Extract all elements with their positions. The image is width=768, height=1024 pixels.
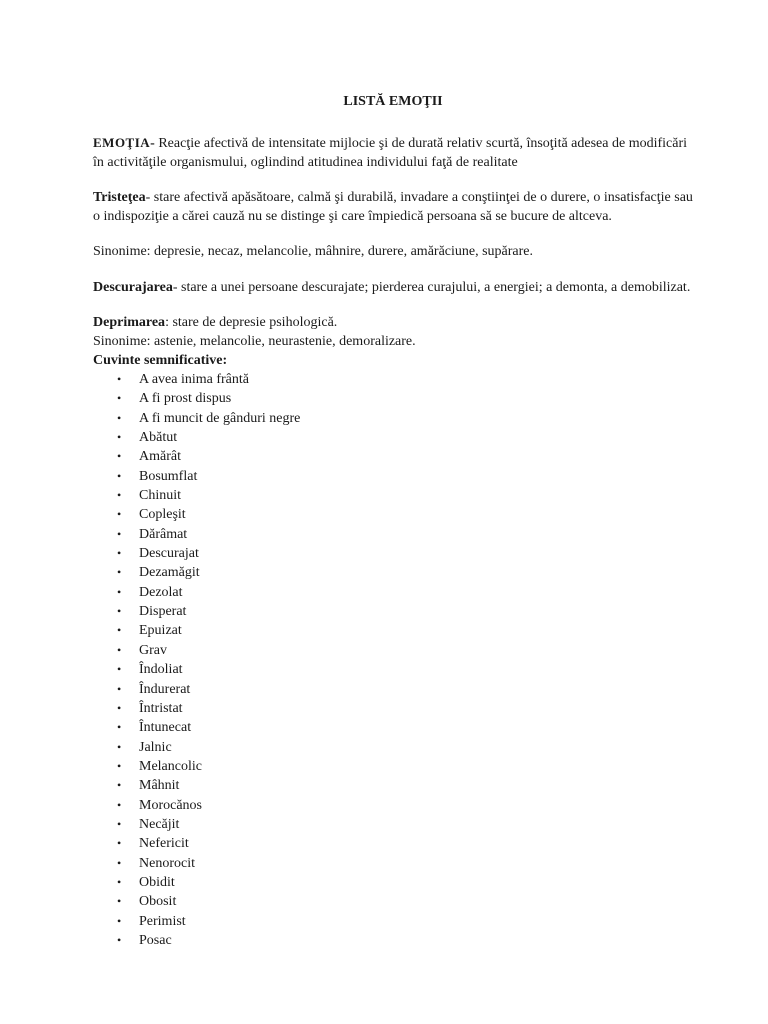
list-item (117, 738, 693, 757)
list-item (117, 873, 693, 892)
list-item-text: Abătut (139, 430, 178, 446)
term-emotia-dash: - (150, 136, 155, 151)
list-item-text: Melancolic (139, 758, 202, 774)
list-item (117, 796, 693, 815)
definition-descurajarea (93, 279, 693, 298)
list-item-text: Întunecat (139, 720, 192, 736)
document-page (93, 92, 693, 950)
bullet-icon: • (117, 913, 122, 928)
list-item-text: Chinuit (139, 488, 182, 504)
list-item-text: Bosumflat (139, 468, 198, 484)
list-item-text: Obidit (139, 874, 175, 890)
list-item-text: Morocănos (139, 797, 202, 813)
document-title: LISTĂ EMOŢII (343, 94, 443, 109)
list-item (117, 757, 693, 776)
list-item (117, 641, 693, 660)
bullet-icon: • (117, 507, 122, 522)
list-item-text: A fi prost dispus (139, 391, 232, 407)
definition-tristetea-text: - stare afectivă apăsătoare, calmă şi durabilă, invadare a conştiinţei de o durere, o insatisfacţie sau o indispoziţie a cărei cauză nu se distinge şi care împiedică persoana să se bucure de altceva. (93, 190, 693, 224)
list-item (117, 699, 693, 718)
bullet-icon: • (117, 526, 122, 541)
list-item (117, 389, 693, 408)
term-descurajarea: Descurajarea (93, 279, 173, 295)
bullet-icon: • (117, 565, 122, 580)
list-item (117, 486, 693, 505)
bullet-icon: • (117, 546, 122, 561)
bullet-icon: • (117, 410, 122, 425)
list-item-text: Nenorocit (139, 855, 195, 871)
bullet-icon: • (117, 855, 122, 870)
bullet-icon: • (117, 816, 122, 831)
list-item-text: Îndoliat (139, 662, 183, 678)
list-item (117, 680, 693, 699)
list-item-text: Dezamăgit (139, 565, 200, 581)
list-item-text: Amărât (139, 449, 181, 465)
list-item-text: Mâhnit (139, 778, 180, 794)
bullet-icon: • (117, 758, 122, 773)
bullet-icon: • (117, 468, 122, 483)
keywords-heading: Cuvinte semnificative: (93, 353, 228, 368)
bullet-icon: • (117, 739, 122, 754)
term-deprimarea: Deprimarea (93, 315, 166, 330)
list-item (117, 583, 693, 602)
list-item (117, 525, 693, 544)
bullet-icon: • (117, 778, 122, 793)
list-item (117, 892, 693, 911)
list-item (117, 776, 693, 795)
bullet-icon: • (117, 700, 122, 715)
bullet-icon: • (117, 430, 122, 445)
list-item-text: Dezolat (139, 584, 183, 600)
list-item (117, 409, 693, 428)
bullet-icon: • (117, 488, 122, 503)
list-item-text: A fi muncit de gânduri negre (139, 410, 301, 426)
bullet-icon: • (117, 894, 122, 909)
list-item-text: Descurajat (139, 546, 199, 562)
list-item (117, 660, 693, 679)
list-item-text: Grav (139, 642, 167, 658)
bullet-icon: • (117, 642, 122, 657)
definition-tristetea (93, 189, 693, 226)
bullet-icon: • (117, 449, 122, 464)
list-item (117, 834, 693, 853)
bullet-icon: • (117, 391, 122, 406)
bullet-icon: • (117, 681, 122, 696)
list-item-text: Dărâmat (139, 526, 188, 542)
list-item (117, 428, 693, 447)
definition-descurajarea-text: - stare a unei persoane descurajate; pierderea curajului, a energiei; a demonta, a demobilizat. (172, 279, 691, 295)
list-item-text: Întristat (139, 700, 183, 716)
term-tristetea: Tristeţea (93, 190, 146, 205)
bullet-icon: • (117, 662, 122, 677)
definition-emotia-text: Reacţie afectivă de intensitate mijlocie şi de durată relativ scurtă, însoţită adesea de modificări în activităţile organismului, oglindind atitudinea individului faţă de realitate (93, 136, 688, 170)
bullet-icon: • (117, 836, 122, 851)
definition-deprimarea-text: : stare de depresie psihologică. (165, 315, 338, 330)
list-item-text: Necăjit (139, 816, 180, 832)
list-item (117, 912, 693, 931)
list-item-text: Perimist (139, 913, 186, 929)
bullet-icon: • (117, 720, 122, 735)
list-item (117, 931, 693, 950)
list-item-text: Îndurerat (139, 681, 191, 697)
list-item (117, 505, 693, 524)
term-emotia: EMOŢIA (93, 135, 151, 150)
list-item-text: Nefericit (139, 836, 189, 852)
list-item-text: Disperat (139, 604, 187, 620)
bullet-icon: • (117, 797, 122, 812)
list-item (117, 544, 693, 563)
synonyms-tristete: Sinonime: depresie, necaz, melancolie, mâhnire, durere, amărăciune, supărare. (93, 244, 534, 259)
bullet-icon: • (117, 584, 122, 599)
definition-deprimarea (93, 314, 693, 333)
list-item-text: Epuizat (139, 623, 182, 639)
list-item (117, 563, 693, 582)
list-item (117, 621, 693, 640)
bullet-icon: • (117, 623, 122, 638)
bullet-icon: • (117, 932, 122, 947)
list-item (117, 447, 693, 466)
list-item-text: Jalnic (139, 739, 172, 755)
list-item-text: Copleşit (139, 507, 186, 523)
bullet-icon: • (117, 372, 122, 386)
bullet-icon: • (117, 604, 122, 619)
list-item-text: Posac (139, 932, 172, 948)
list-item (117, 370, 693, 389)
list-item (117, 854, 693, 873)
list-item-text: A avea inima frântă (139, 372, 250, 387)
list-item (117, 602, 693, 621)
list-item (117, 467, 693, 486)
list-item (117, 815, 693, 834)
list-item (117, 718, 693, 737)
list-item-text: Obosit (139, 894, 177, 910)
keywords-list (93, 370, 693, 950)
bullet-icon: • (117, 874, 122, 889)
synonyms-deprimare: Sinonime: astenie, melancolie, neurastenie, demoralizare. (93, 333, 416, 349)
definition-emotia (93, 134, 693, 172)
